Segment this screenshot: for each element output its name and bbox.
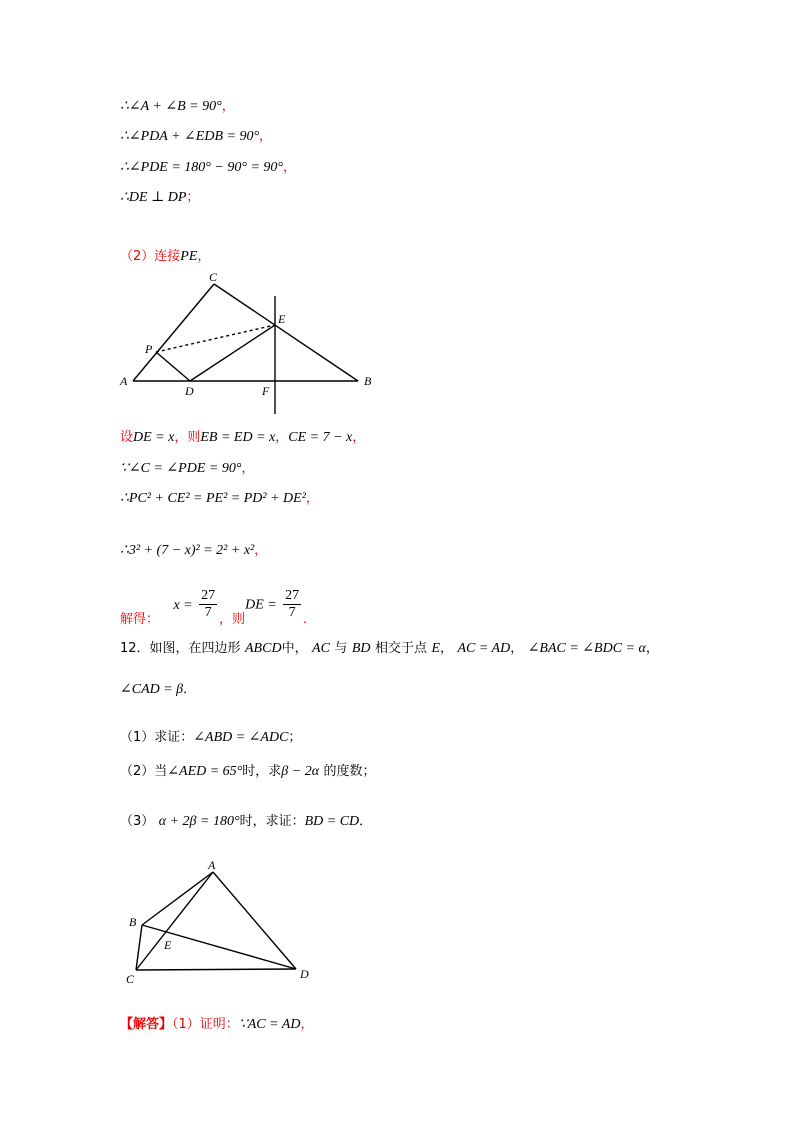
punct: ，	[259, 129, 273, 144]
math: ∴PC² + CE² = PE² = PD² + DE²	[120, 491, 306, 506]
text: ，	[510, 641, 524, 656]
punct: ，	[352, 430, 366, 445]
label-d: D	[300, 967, 309, 981]
segment-ad	[213, 872, 296, 969]
math: ∵∠C = ∠PDE = 90°	[120, 461, 242, 476]
math: ABCD	[245, 641, 282, 656]
solve-mid: ，则	[219, 611, 246, 627]
denominator: 7	[288, 605, 296, 620]
math: ∠BAC = ∠BDC = α	[527, 641, 646, 656]
proof-statement: ∴∠PDE = 180° − 90° = 90°	[120, 160, 283, 175]
label-p: P	[145, 342, 153, 356]
question-12-line2	[120, 679, 196, 700]
label-b: B	[129, 915, 137, 929]
denominator: 7	[204, 605, 212, 620]
punct: ，	[305, 491, 319, 506]
text: （1）求证：	[120, 730, 194, 745]
segment-pe-dashed	[156, 325, 275, 352]
text: ；	[288, 730, 302, 745]
text: 时，求证：	[239, 814, 305, 829]
fraction	[199, 588, 217, 621]
answer-tag: 【解答】	[120, 1017, 173, 1032]
math: DE = x	[133, 430, 175, 445]
question-12	[120, 638, 659, 659]
math: AC	[312, 641, 330, 656]
math: β − 2α	[281, 764, 320, 779]
punct: ，	[197, 249, 211, 264]
text: ，	[440, 641, 454, 656]
punct: ，	[275, 430, 289, 445]
figure-triangle-abc	[118, 268, 388, 418]
sub-question-2	[120, 761, 376, 782]
punct: ，	[221, 99, 235, 114]
fraction	[283, 588, 301, 621]
punct: ．	[303, 611, 317, 627]
math: CE = 7 − x	[288, 430, 353, 445]
proof-line-4	[120, 187, 199, 208]
part2-math: PE	[180, 249, 198, 264]
math: DE =	[245, 597, 277, 613]
math: ∠ABD = ∠ADC	[193, 730, 289, 745]
segment-de	[190, 325, 275, 381]
punct: ，	[254, 543, 268, 558]
segment-cd	[136, 969, 296, 970]
text: （2）当	[120, 764, 168, 779]
part2-label: （2）连接	[120, 249, 181, 264]
text: 中，	[281, 641, 308, 656]
text: （3）	[120, 814, 155, 829]
text: 的度数；	[323, 764, 376, 779]
numerator: 27	[201, 588, 216, 603]
punct: ，	[300, 1017, 314, 1032]
math: BD = CD	[304, 814, 360, 829]
part2-heading	[120, 246, 210, 267]
set-mid: ，则	[174, 430, 201, 445]
text: 相交于点	[374, 641, 427, 656]
proof-line-3	[120, 157, 296, 178]
label-d: D	[185, 384, 194, 398]
label-e: E	[164, 938, 172, 952]
segment-cb	[214, 284, 358, 381]
set-label: 设	[120, 430, 134, 445]
solve-label: 解得：	[120, 611, 160, 627]
math: E	[431, 641, 440, 656]
numerator: 27	[285, 588, 300, 603]
math: ∵AC = AD	[238, 1017, 301, 1032]
text: 时，求	[242, 764, 282, 779]
sub-question-1	[120, 727, 301, 748]
proof-statement: ∴∠A + ∠B = 90°	[120, 99, 222, 114]
pythagoras-line	[120, 488, 319, 509]
math: ∠CAD = β	[120, 682, 184, 697]
sub-question-3	[120, 811, 372, 832]
answer-label: （1）证明：	[172, 1017, 239, 1032]
label-a: A	[120, 374, 128, 388]
text: ，	[645, 641, 659, 656]
equation-line	[120, 540, 267, 561]
punct: ，	[241, 461, 255, 476]
math: AC = AD	[457, 641, 511, 656]
proof-line-1	[120, 96, 235, 117]
math: α + 2β = 180°	[158, 814, 240, 829]
assumption-line	[120, 427, 365, 448]
math: ∴3² + (7 − x)² = 2² + x²	[120, 543, 255, 558]
text: 12．如图，在四边形	[120, 641, 241, 656]
proof-statement: ∴∠PDA + ∠EDB = 90°	[120, 129, 260, 144]
figure-quadrilateral-abcd	[118, 855, 328, 990]
proof-line-2	[120, 126, 272, 147]
label-b: B	[364, 374, 372, 388]
text: 与	[334, 641, 348, 656]
solution-line	[120, 588, 316, 628]
label-f: F	[262, 384, 270, 398]
math: ∠AED = 65°	[167, 764, 243, 779]
punct: ，	[283, 160, 297, 175]
proof-statement: ∴DE ⊥ DP	[120, 190, 187, 205]
answer-line	[120, 1014, 313, 1035]
label-c: C	[126, 972, 135, 986]
punct: ；	[186, 190, 200, 205]
label-e: E	[278, 312, 286, 326]
label-a: A	[208, 858, 216, 872]
label-c: C	[209, 270, 218, 284]
math: x =	[173, 597, 193, 613]
math: BD	[351, 641, 371, 656]
because-line	[120, 458, 254, 479]
text: ．	[359, 814, 373, 829]
segment-pd	[156, 352, 190, 381]
math: EB = ED = x	[200, 430, 276, 445]
text: ．	[183, 682, 197, 697]
